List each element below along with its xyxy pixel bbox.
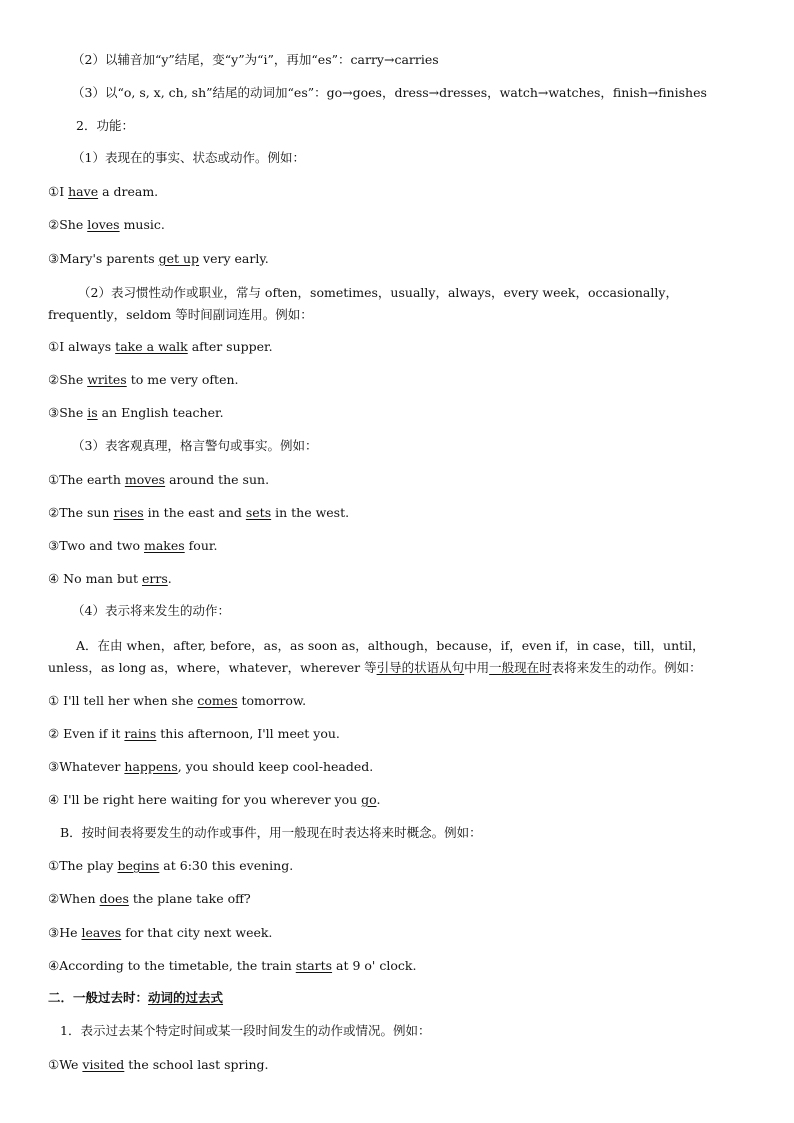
text-segment: a dream. bbox=[98, 184, 159, 199]
text-segment: ①I always bbox=[48, 339, 116, 354]
text-line bbox=[48, 370, 754, 390]
text-segment: ④ I'll be right here waiting for you wherever you bbox=[48, 792, 362, 807]
text-segment: ②The sun bbox=[48, 505, 114, 520]
text-line bbox=[48, 337, 754, 357]
text-segment: at 6:30 this evening. bbox=[159, 858, 294, 873]
text-line bbox=[48, 691, 754, 711]
text-segment: ② Even if it bbox=[48, 726, 125, 741]
text-segment: ③She bbox=[48, 405, 88, 420]
text-segment: ②When bbox=[48, 891, 100, 906]
text-line bbox=[48, 956, 754, 976]
text-line bbox=[72, 601, 754, 621]
text-line bbox=[48, 856, 754, 876]
text-segment: around the sun. bbox=[165, 472, 270, 487]
text-line bbox=[48, 757, 754, 777]
underlined-term: go bbox=[361, 792, 377, 807]
underlined-term: writes bbox=[87, 372, 127, 387]
text-line bbox=[48, 470, 754, 490]
text-segment: in the west. bbox=[271, 505, 350, 520]
text-segment: an English teacher. bbox=[97, 405, 224, 420]
text-segment: ①I bbox=[48, 184, 69, 199]
text-line bbox=[48, 503, 754, 523]
underlined-term: makes bbox=[144, 538, 185, 553]
underlined-term: have bbox=[68, 184, 99, 199]
text-line bbox=[48, 1055, 754, 1075]
text-line bbox=[48, 988, 754, 1008]
text-segment: A．在由 when，after, before，as，as soon as，although，because，if，even if，in case，till，until，unless，as long as，where，whatever，wherever 等 bbox=[48, 638, 705, 675]
text-line bbox=[60, 823, 754, 843]
text-segment: very early. bbox=[199, 251, 269, 266]
text-segment: four. bbox=[184, 538, 218, 553]
text-segment: ③Whatever bbox=[48, 759, 125, 774]
text-segment: ①The earth bbox=[48, 472, 125, 487]
underlined-term: take a walk bbox=[115, 339, 188, 354]
text-line bbox=[72, 436, 754, 456]
underlined-term: rains bbox=[124, 726, 157, 741]
text-segment: ①The play bbox=[48, 858, 118, 873]
text-segment: ②She bbox=[48, 217, 88, 232]
underlined-term: get up bbox=[158, 251, 200, 266]
text-segment: ③Two and two bbox=[48, 538, 144, 553]
underlined-term: moves bbox=[124, 472, 166, 487]
underlined-term: begins bbox=[117, 858, 160, 873]
text-segment: 1．表示过去某个特定时间或某一段时间发生的动作或情况。例如： bbox=[60, 1023, 431, 1038]
text-line bbox=[72, 148, 754, 168]
underlined-term: loves bbox=[87, 217, 120, 232]
text-line bbox=[48, 724, 754, 744]
text-line bbox=[48, 889, 754, 909]
text-segment: the plane take off? bbox=[128, 891, 251, 906]
text-segment: ③Mary's parents bbox=[48, 251, 159, 266]
text-segment: （4）表示将来发生的动作： bbox=[72, 603, 230, 618]
text-segment: （1）表现在的事实、状态或动作。例如： bbox=[72, 150, 305, 165]
text-line bbox=[72, 83, 754, 103]
text-segment: ④ No man but bbox=[48, 571, 142, 586]
text-segment: B．按时间表将要发生的动作或事件，用一般现在时表达将来时概念。例如： bbox=[60, 825, 482, 840]
text-segment: music. bbox=[119, 217, 165, 232]
text-line bbox=[48, 923, 754, 943]
text-segment: 中用 bbox=[464, 660, 490, 675]
underlined-term: starts bbox=[295, 958, 333, 973]
text-segment: （2）表习惯性动作或职业，常与 often，sometimes，usually，always，every week，occasionally，frequently，seldom 等时间副词连用。例如： bbox=[48, 285, 678, 322]
text-segment: （3）以“o, s, x, ch, sh”结尾的动词加“es”：go→goes，dress→dresses，watch→watches，finish→finishes bbox=[72, 85, 707, 100]
text-line bbox=[60, 1021, 754, 1041]
text-segment: for that city next week. bbox=[121, 925, 273, 940]
text-segment: ②She bbox=[48, 372, 88, 387]
text-segment: ④According to the timetable, the train bbox=[48, 958, 296, 973]
text-segment: at 9 o' clock. bbox=[332, 958, 417, 973]
text-line bbox=[48, 790, 754, 810]
underlined-term: 动词的过去式 bbox=[148, 990, 224, 1005]
text-line bbox=[48, 635, 754, 679]
text-segment: . bbox=[376, 792, 381, 807]
text-line bbox=[48, 569, 754, 589]
underlined-term: does bbox=[99, 891, 129, 906]
underlined-term: leaves bbox=[81, 925, 122, 940]
underlined-term: 一般现在时 bbox=[489, 660, 552, 675]
underlined-term: 引导的状语从句 bbox=[376, 660, 465, 675]
text-segment: ③He bbox=[48, 925, 82, 940]
text-segment: （2）以辅音加“y”结尾，变“y”为“i”，再加“es”：carry→carries bbox=[72, 52, 439, 67]
text-segment: after supper. bbox=[187, 339, 273, 354]
text-segment: , you should keep cool-headed. bbox=[177, 759, 374, 774]
text-segment: 2．功能： bbox=[76, 118, 134, 133]
text-segment: the school last spring. bbox=[124, 1057, 269, 1072]
text-line bbox=[48, 215, 754, 235]
text-segment: to me very often. bbox=[126, 372, 239, 387]
text-segment: ①We bbox=[48, 1057, 83, 1072]
text-line bbox=[48, 282, 754, 326]
text-segment: in the east and bbox=[143, 505, 246, 520]
underlined-term: errs bbox=[142, 571, 168, 586]
text-segment: tomorrow. bbox=[237, 693, 307, 708]
underlined-term: sets bbox=[245, 505, 272, 520]
underlined-term: rises bbox=[113, 505, 144, 520]
underlined-term: is bbox=[87, 405, 98, 420]
underlined-term: happens bbox=[124, 759, 178, 774]
text-line bbox=[48, 403, 754, 423]
text-segment: . bbox=[167, 571, 172, 586]
text-segment: ① I'll tell her when she bbox=[48, 693, 198, 708]
text-segment: 表将来发生的动作。例如： bbox=[551, 660, 702, 675]
text-line bbox=[48, 249, 754, 269]
text-line bbox=[76, 116, 754, 136]
text-line bbox=[48, 182, 754, 202]
underlined-term: comes bbox=[197, 693, 238, 708]
text-line bbox=[48, 536, 754, 556]
text-segment: （3）表客观真理，格言警句或事实。例如： bbox=[72, 438, 318, 453]
underlined-term: visited bbox=[82, 1057, 125, 1072]
text-segment: this afternoon, I'll meet you. bbox=[156, 726, 340, 741]
text-line bbox=[72, 50, 754, 70]
text-segment: 二．一般过去时： bbox=[48, 990, 149, 1005]
